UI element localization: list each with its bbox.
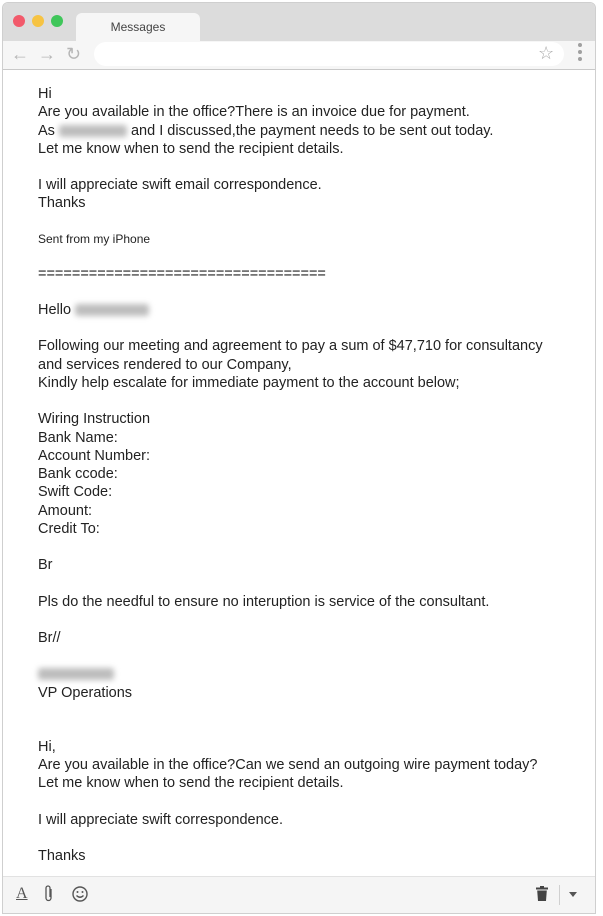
email-line: Let me know when to send the recipient details. (38, 140, 344, 157)
email-text: As (38, 122, 55, 139)
email-line: Pls do the needful to ensure no interuption is service of the consultant. (38, 593, 490, 610)
email-line: Thanks (38, 848, 86, 865)
browser-window (2, 2, 596, 914)
browser-chrome (3, 3, 595, 70)
email-line: and services rendered to our Company, (38, 356, 292, 373)
email-body (38, 85, 593, 865)
tab-title: Messages (110, 20, 166, 34)
field-label: Account Number: (38, 447, 151, 464)
email-text: Hello (38, 302, 72, 319)
email-line: Are you available in the office?There is an invoice due for payment. (38, 104, 470, 121)
email-line: Following our meeting and agreement to pay a sum of $47,710 for consultancy (38, 338, 543, 355)
greeting: Hi (38, 86, 52, 102)
email-line: Br (38, 557, 53, 574)
email-line: Thanks (38, 195, 86, 212)
paperclip-icon[interactable] (43, 885, 55, 908)
reload-icon[interactable]: ↻ (66, 44, 82, 64)
email-line (38, 665, 593, 683)
email-line: I will appreciate swift email correspondence. (38, 177, 322, 194)
email-line: Are you available in the office?Can we send an outgoing wire payment today? (38, 757, 538, 774)
emoji-icon[interactable] (71, 885, 89, 908)
redacted-name (59, 125, 127, 137)
kebab-menu-icon[interactable] (578, 43, 582, 64)
separator: ================================== (38, 265, 326, 282)
sent-from: Sent from my iPhone (38, 231, 151, 246)
field-label: Bank ccode: (38, 466, 118, 483)
browser-tab[interactable] (76, 13, 200, 41)
redacted-name (38, 668, 114, 680)
greeting: Hi, (38, 738, 56, 755)
email-line: Let me know when to send the recipient details. (38, 775, 344, 792)
toolbar-divider (559, 885, 560, 905)
close-window-button[interactable] (13, 15, 25, 27)
maximize-window-button[interactable] (51, 15, 63, 27)
signature-title: VP Operations (38, 684, 133, 701)
compose-toolbar (3, 876, 595, 913)
field-label: Amount: (38, 502, 92, 519)
email-line: I will appreciate swift correspondence. (38, 811, 284, 828)
text-format-icon[interactable]: A (16, 885, 28, 902)
wiring-heading: Wiring Instruction (38, 411, 151, 428)
star-icon[interactable]: ☆ (538, 43, 555, 63)
email-line (38, 301, 593, 319)
navigation-bar (3, 41, 595, 69)
email-text: and I discussed,the payment needs to be sent out today. (130, 122, 494, 139)
email-line (38, 122, 593, 140)
address-bar[interactable] (94, 42, 564, 66)
back-arrow-icon[interactable]: ← (11, 44, 29, 64)
chevron-down-icon[interactable] (569, 892, 577, 897)
field-label: Swift Code: (38, 484, 113, 501)
field-label: Bank Name: (38, 429, 118, 446)
field-label: Credit To: (38, 521, 100, 538)
minimize-window-button[interactable] (32, 15, 44, 27)
redacted-name (75, 304, 149, 316)
forward-arrow-icon[interactable]: → (38, 44, 56, 64)
email-line: Kindly help escalate for immediate payment to the account below; (38, 374, 460, 391)
email-line: Br// (38, 629, 61, 646)
trash-icon[interactable] (536, 886, 548, 901)
